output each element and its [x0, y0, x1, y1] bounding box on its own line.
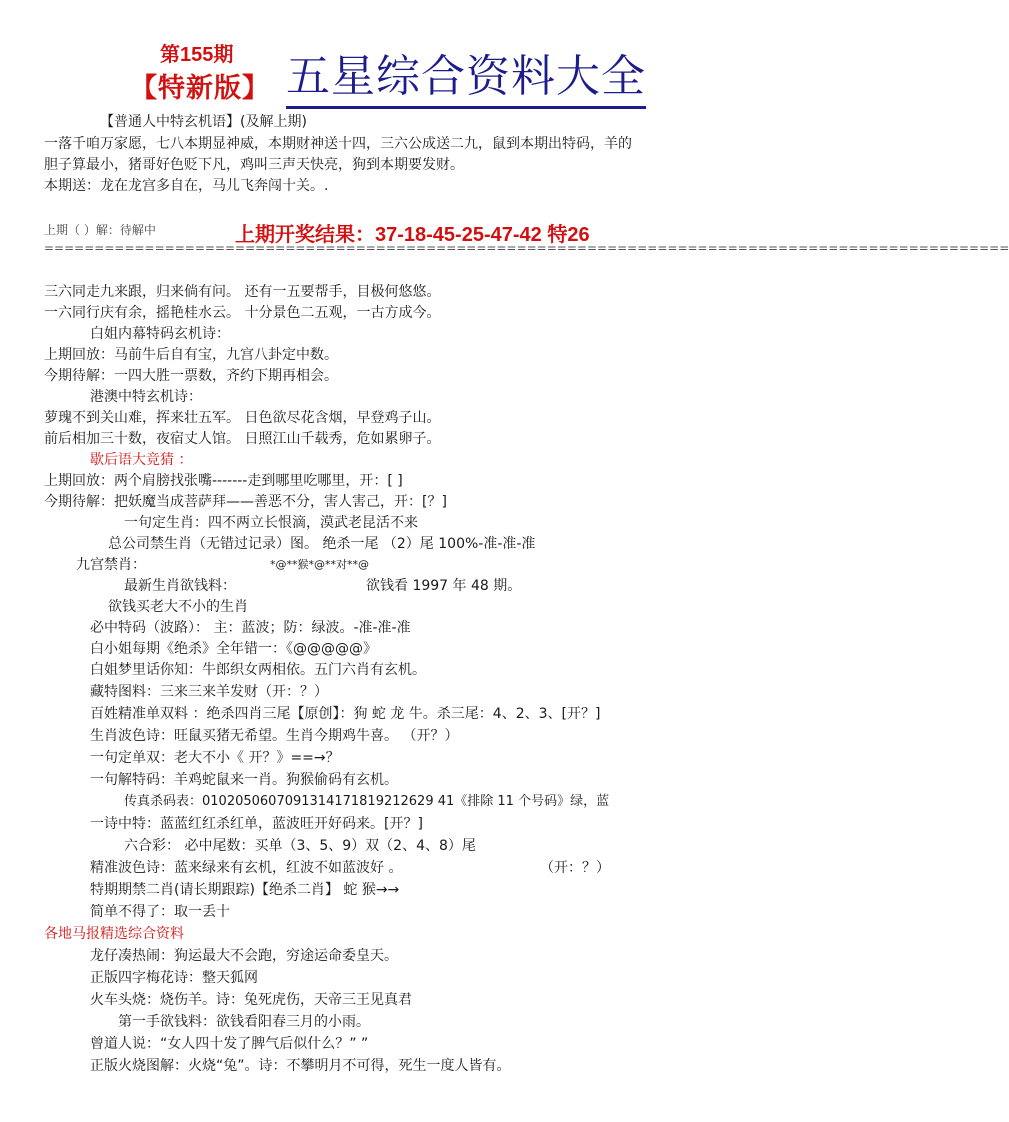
text-line: 今期待解：把妖魔当成菩萨拜——善恶不分，害人害己，开：[？] [44, 494, 447, 510]
text-line: 白姐梦里话你知：牛郎织女两相依。五门六肖有玄机。 [90, 662, 426, 678]
text-line: 欲钱买老大不小的生肖 [108, 599, 248, 615]
text-line: （开：？） [540, 860, 610, 876]
text-line: 一六同行庆有余，摇艳桂水云。 十分景色二五观，一古方成今。 [44, 305, 441, 321]
text-line: 传真杀码表：0102050607091314171819212629 41《排除 11 个号码》绿，蓝 [124, 794, 610, 809]
text-line: 总公司禁生肖（无错过记录）图。 绝杀一尾 （2）尾 100%-准-准-准 [108, 536, 536, 552]
text-line: 白小姐每期《绝杀》全年错一：《@@@@@》 [90, 641, 377, 657]
riddle-line-1: 一落千咱万家愿，七八本期显神威，本期财神送十四，三六公成送二九，鼠到本期出特码，羊的 [44, 136, 632, 152]
separator-line: ================================================================================================ [44, 241, 1009, 255]
issue-number: 第155期 [160, 44, 234, 66]
text-line: 生肖波色诗：旺鼠买猪无希望。生肖今期鸡牛喜。 （开？） [90, 728, 459, 744]
text-line: 第一手欲钱料：欲钱看阳春三月的小雨。 [118, 1014, 370, 1030]
riddle-line-3: 本期送：龙在龙宫多自在，马儿飞奔闯十关。. [44, 178, 329, 194]
text-line: 港澳中特玄机诗： [90, 389, 202, 405]
text-line: 三六同走九来跟，归来倘有问。 还有一五要帮手，目极何悠悠。 [44, 284, 441, 300]
last-period-label: 上期（ ）解：待解中 [44, 223, 156, 237]
text-line: 精准波色诗：蓝来绿来有玄机，红波不如蓝波好 。 [90, 860, 403, 876]
text-line: 必中特码（波路）： 主：蓝波；防：绿波。-准-准-准 [90, 620, 411, 636]
text-line: 一句解特码：羊鸡蛇鼠来一肖。狗猴偷码有玄机。 [90, 772, 398, 788]
text-line: 上期回放：两个肩膀找张嘴-------走到哪里吃哪里，开：[ ] [44, 473, 403, 489]
text-line: 藏特图料：三来三来羊发财（开：？） [90, 684, 328, 700]
text-line: 正版火烧图解：火烧“兔”。诗：不攀明月不可得，死生一度人皆有。 [90, 1058, 511, 1074]
page-title: 五星综合资料大全 [286, 50, 646, 109]
text-line: 一诗中特：蓝蓝红红杀红单，蓝波旺开好码来。[开？] [90, 816, 423, 832]
last-result: 上期开奖结果：37-18-45-25-47-42 特26 [235, 224, 590, 246]
text-line: 今期待解：一四大胜一票数，齐约下期再相会。 [44, 368, 338, 384]
text-line: 前后相加三十数，夜宿丈人馆。 日照江山千载秀，危如累卵子。 [44, 431, 441, 447]
section-heading: 各地马报精选综合资料 [44, 926, 184, 942]
text-line: 最新生肖欲钱料： [124, 578, 236, 594]
section-heading: 歇后语大竞猜 ： [90, 452, 193, 468]
text-line: 特期期禁二肖(请长期跟踪)【绝杀二肖】 蛇 猴→→ [90, 882, 400, 898]
text-line: 一句定生肖：四不两立长恨滴，漠武老昆活不来 [124, 515, 418, 531]
text-line: 一句定单双：老大不小《 开？》==→？ [90, 750, 340, 766]
riddle-heading: 【普通人中特玄机语】(及解上期) [100, 114, 307, 130]
text-line: 白姐内幕特码玄机诗： [90, 326, 230, 342]
riddle-line-2: 胆子算最小，猪哥好色贬下凡，鸡叫三声天快亮，狗到本期要发财。 [44, 157, 464, 173]
text-line: 萝瑰不到关山难，挥来壮五军。 日色欲尽花含烟，早登鸡子山。 [44, 410, 441, 426]
text-line: 简单不得了：取一丢十 [90, 904, 230, 920]
text-line: *@**猴*@**对**@ [270, 558, 369, 571]
text-line: 火车头烧：烧伤羊。诗：兔死虎伤，天帝三王见真君 [90, 992, 412, 1008]
text-line: 正版四字梅花诗：整天狐网 [90, 970, 258, 986]
text-line: 百姓精准单双料 ：绝杀四肖三尾【原创】：狗 蛇 龙 牛。杀三尾：4、2、3、[开？] [90, 706, 601, 722]
text-line: 龙仔凑热闹：狗运最大不会跑，穷途运命委皇天。 [90, 948, 398, 964]
text-line: 欲钱看 1997 年 48 期。 [366, 578, 522, 594]
text-line: 曾道人说：“女人四十发了脾气后似什么？” ” [90, 1036, 369, 1052]
edition-label: 【特新版】 [130, 73, 270, 104]
text-line: 上期回放：马前牛后自有宝，九宫八卦定中数。 [44, 347, 338, 363]
text-line: 九宫禁肖： [76, 557, 146, 573]
text-line: 六合彩： 必中尾数：买单（3、5、9）双（2、4、8）尾 [124, 838, 476, 854]
